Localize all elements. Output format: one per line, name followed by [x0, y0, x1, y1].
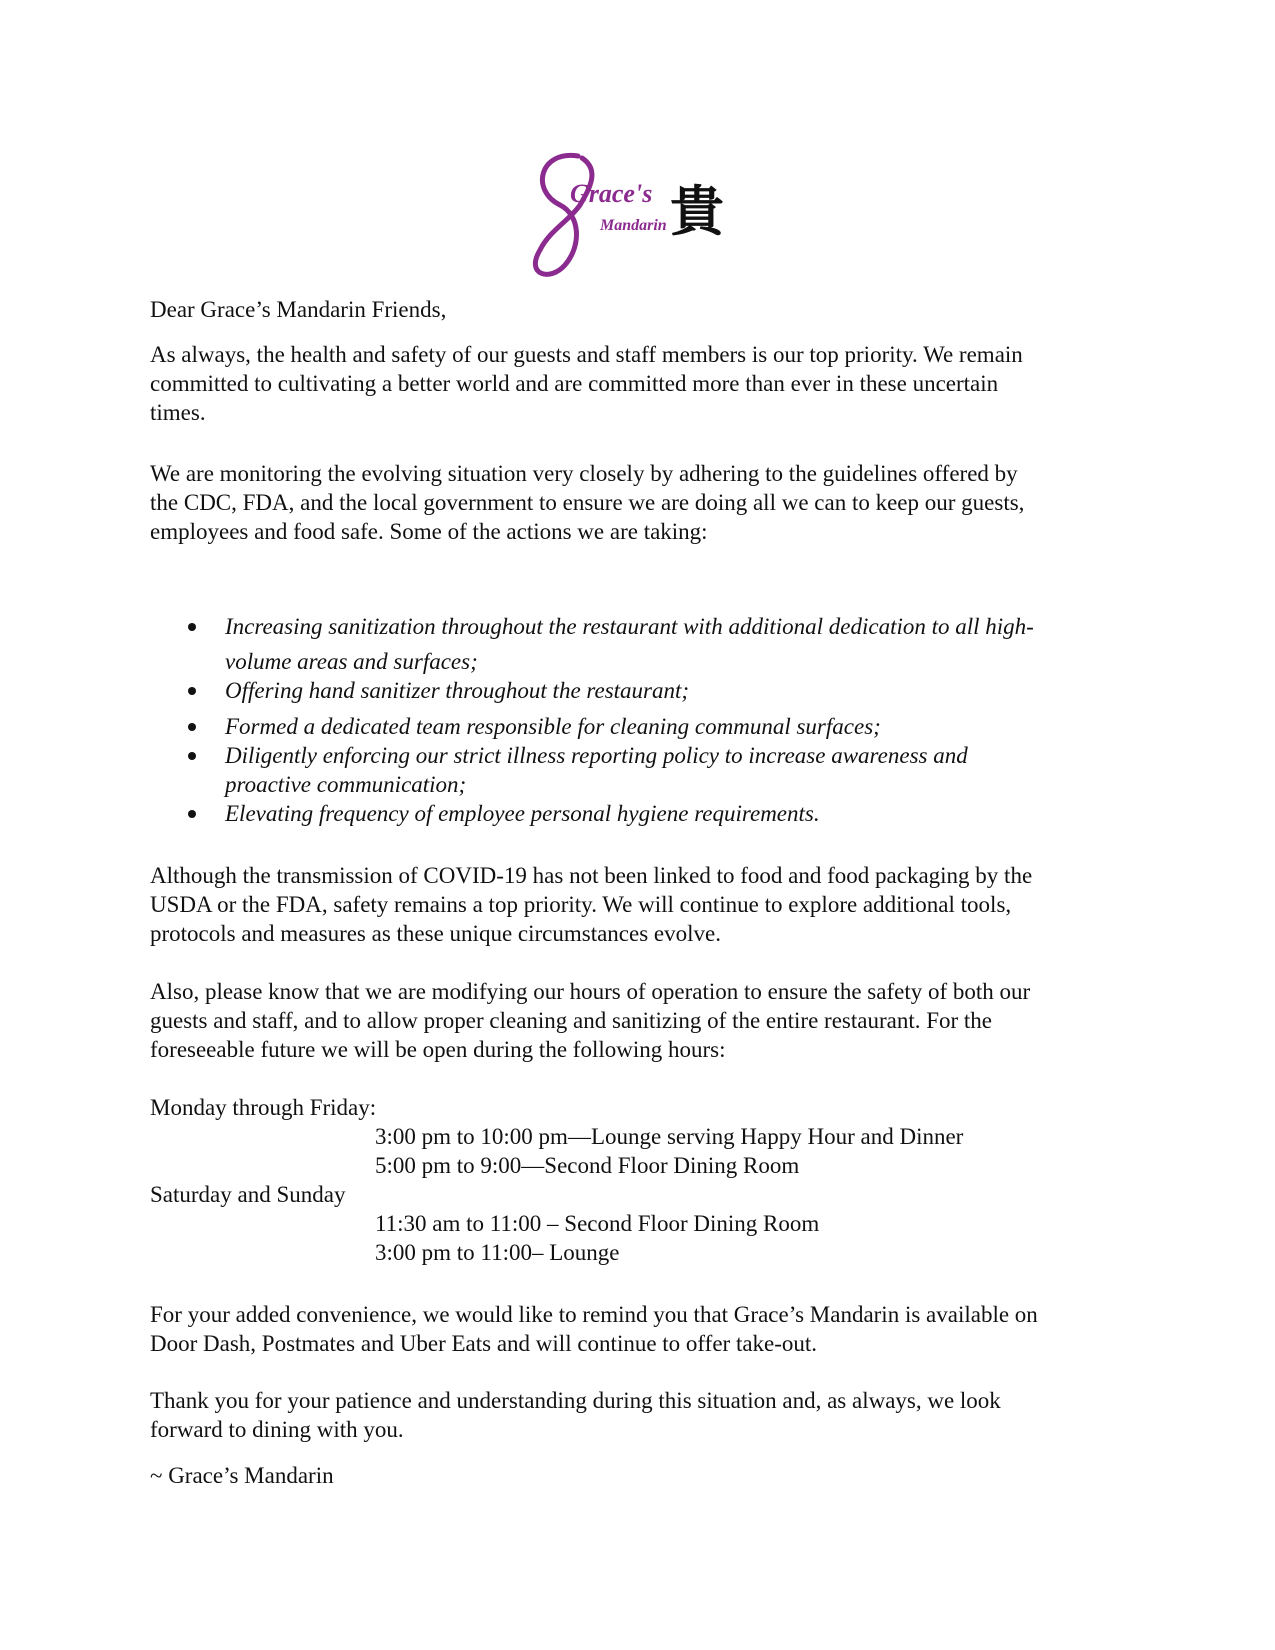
paragraph-line: Also, please know that we are modifying our hours of operation to ensure the safety of both our — [150, 979, 1031, 1004]
logo-chinese-glyph: 貴 — [670, 180, 724, 243]
logo-script-loop — [535, 155, 592, 274]
hours-schedule — [150, 1093, 963, 1267]
weekend-hours-line: 3:00 pm to 11:00– Lounge — [375, 1240, 620, 1265]
weekend-label: Saturday and Sunday — [150, 1182, 346, 1207]
weekend-hours-line: 11:30 am to 11:00 – Second Floor Dining Room — [375, 1211, 820, 1236]
signature: ~ Grace’s Mandarin — [150, 1463, 334, 1488]
list-item-line: proactive communication; — [225, 772, 467, 797]
restaurant-logo — [520, 150, 740, 285]
weekday-hours-line: 5:00 pm to 9:00—Second Floor Dining Room — [375, 1153, 800, 1178]
graces-mandarin-logo-mark — [520, 150, 740, 285]
weekday-label: Monday through Friday: — [150, 1095, 377, 1120]
paragraph-line: guests and staff, and to allow proper cleaning and sanitizing of the entire restaurant. For the — [150, 1008, 993, 1033]
logo-sub-text: Mandarin — [600, 217, 667, 234]
paragraph-line: For your added convenience, we would like to remind you that Grace’s Mandarin is available on — [150, 1302, 1038, 1327]
weekday-hours-line: 3:00 pm to 10:00 pm—Lounge serving Happy Hour and Dinner — [375, 1124, 964, 1149]
paragraph-line: protocols and measures as these unique circumstances evolve. — [150, 921, 721, 946]
list-item-line: Elevating frequency of employee personal hygiene requirements. — [225, 801, 820, 826]
paragraph-line: forward to dining with you. — [150, 1417, 404, 1442]
list-item — [150, 612, 1034, 676]
list-item-line: Increasing sanitization throughout the restaurant with additional dedication to all high- — [225, 614, 1034, 639]
paragraph-line: times. — [150, 400, 206, 425]
paragraph-line: foreseeable future we will be open during the following hours: — [150, 1037, 726, 1062]
paragraph-monitoring — [150, 459, 1024, 546]
paragraph-line: Door Dash, Postmates and Uber Eats and will continue to offer take-out. — [150, 1331, 818, 1356]
list-item — [150, 799, 1034, 828]
paragraph-line: Although the transmission of COVID-19 has not been linked to food and food packaging by the — [150, 863, 1033, 888]
logo-script-text: Grace's — [570, 179, 653, 208]
paragraph-line: As always, the health and safety of our guests and staff members is our top priority. We remain — [150, 342, 1023, 367]
greeting: Dear Grace’s Mandarin Friends, — [150, 297, 447, 322]
paragraph-line: We are monitoring the evolving situation very closely by adhering to the guidelines offered by — [150, 461, 1018, 486]
paragraph-hours-intro — [150, 977, 1030, 1064]
list-item — [150, 676, 1034, 712]
list-item-line: Diligently enforcing our strict illness reporting policy to increase awareness and — [225, 743, 968, 768]
paragraph-health-safety — [150, 340, 1023, 427]
paragraph-line: committed to cultivating a better world and are committed more than ever in these uncertain — [150, 371, 999, 396]
actions-list — [150, 612, 1034, 828]
bullet-icon — [188, 752, 196, 760]
paragraph-covid — [150, 861, 1032, 948]
bullet-icon — [188, 810, 196, 818]
paragraph-thank-you — [150, 1386, 1001, 1444]
paragraph-line: USDA or the FDA, safety remains a top priority. We will continue to explore additional tools, — [150, 892, 1012, 917]
paragraph-line: Thank you for your patience and understanding during this situation and, as always, we look — [150, 1388, 1001, 1413]
bullet-icon — [188, 687, 196, 695]
bullet-icon — [188, 623, 196, 631]
list-item-line: volume areas and surfaces; — [225, 649, 478, 674]
paragraph-line: employees and food safe. Some of the actions we are taking: — [150, 519, 708, 544]
list-item — [150, 741, 1034, 799]
list-item — [150, 712, 1034, 741]
paragraph-line: the CDC, FDA, and the local government to ensure we are doing all we can to keep our guests, — [150, 490, 1025, 515]
paragraph-delivery — [150, 1300, 1038, 1358]
bullet-icon — [188, 723, 196, 731]
list-item-line: Offering hand sanitizer throughout the restaurant; — [225, 678, 690, 703]
list-item-line: Formed a dedicated team responsible for cleaning communal surfaces; — [225, 714, 881, 739]
